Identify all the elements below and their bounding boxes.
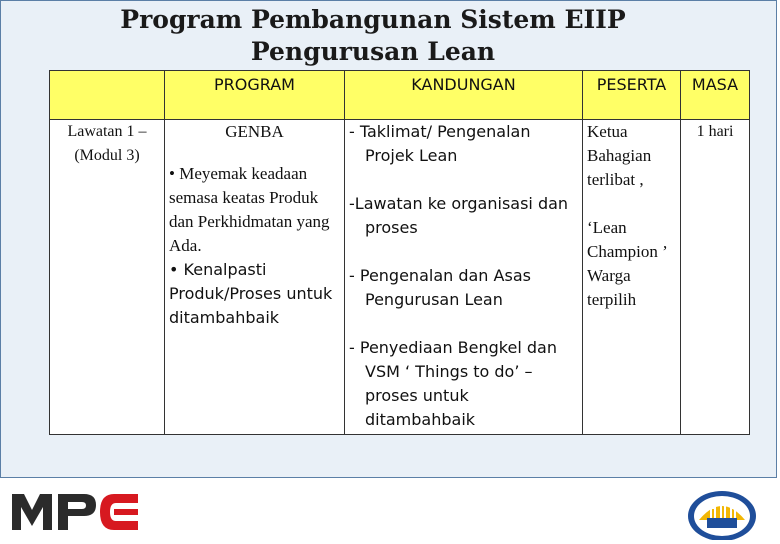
kandungan-item-1: - Taklimat/ Pengenalan Projek Lean — [349, 122, 531, 165]
masa-cell — [681, 120, 750, 435]
header-kandungan — [345, 71, 583, 120]
title-line-2: Pengurusan Lean — [250, 37, 496, 66]
kandungan-item-2: -Lawatan ke organisasi dan proses — [349, 194, 569, 237]
header-peserta-label: PESERTA — [596, 75, 667, 94]
category-cell — [50, 120, 165, 435]
peserta-item-1: Ketua Bahagian terlibat , — [587, 122, 652, 189]
program-table — [49, 70, 750, 435]
program-bullet-1: • Meyemak keadaan semasa keatas Produk dan Perkhidmatan yang Ada. — [169, 164, 330, 255]
title-line-1: Program Pembangunan Sistem EIIP — [120, 5, 626, 34]
kandungan-item-4: - Penyediaan Bengkel dan VSM ‘ Things to do’ – proses untuk ditambahbaik — [349, 338, 557, 429]
peserta-cell — [583, 120, 681, 435]
program-cell — [165, 120, 345, 435]
header-masa — [681, 71, 750, 120]
header-peserta — [583, 71, 681, 120]
emblem-icon — [685, 484, 759, 540]
agency-emblem — [685, 484, 759, 540]
header-empty — [50, 71, 165, 120]
header-program — [165, 71, 345, 120]
mpc-logo — [10, 490, 140, 532]
program-title: GENBA — [225, 122, 284, 141]
table-header-row — [50, 71, 750, 120]
program-bullet-2: • Kenalpasti Produk/Proses untuk ditambahbaik — [169, 260, 333, 327]
header-program-label: PROGRAM — [214, 75, 295, 94]
category-line-2: (Modul 3) — [74, 147, 140, 164]
peserta-item-2: ‘Lean Champion ’ Warga terpilih — [587, 218, 667, 309]
kandungan-cell — [345, 120, 583, 435]
header-kandungan-label: KANDUNGAN — [411, 75, 516, 94]
header-masa-label: MASA — [691, 75, 739, 94]
kandungan-item-3: - Pengenalan dan Asas Pengurusan Lean — [349, 266, 531, 309]
category-line-1: Lawatan 1 – — [67, 123, 147, 140]
slide-title — [0, 4, 746, 68]
mpc-logo-mark — [10, 490, 140, 532]
masa-value: 1 hari — [696, 123, 734, 140]
table-row — [50, 120, 750, 435]
